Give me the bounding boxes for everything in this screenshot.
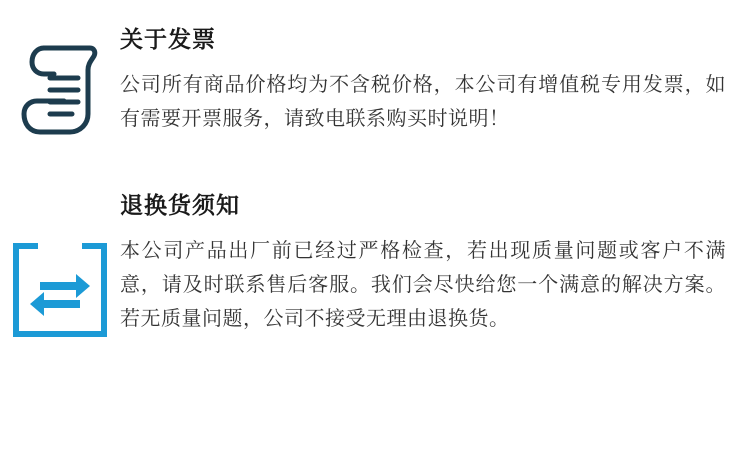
return-text-column — [120, 192, 752, 337]
invoice-body: 公司所有商品价格均为不含税价格，本公司有增值税专用发票，如有需要开票服务，请致电联系购买时说明！ — [120, 73, 726, 130]
return-icon-column — [0, 192, 120, 343]
invoice-icon-column — [0, 26, 120, 141]
return-body: 本公司产品出厂前已经过严格检查，若出现质量问题或客户不满意，请及时联系售后客服。我们会尽快给您一个满意的解决方案。若无质量问题，公司不接受无理由退换货。 — [120, 239, 726, 331]
return-title: 退换货须知 — [120, 192, 240, 218]
invoice-title: 关于发票 — [120, 26, 216, 52]
invoice-text-column — [120, 26, 752, 136]
scroll-document-icon — [20, 44, 100, 141]
exchange-arrows-icon — [12, 242, 108, 343]
section-invoice — [0, 26, 752, 141]
section-return — [0, 192, 752, 343]
